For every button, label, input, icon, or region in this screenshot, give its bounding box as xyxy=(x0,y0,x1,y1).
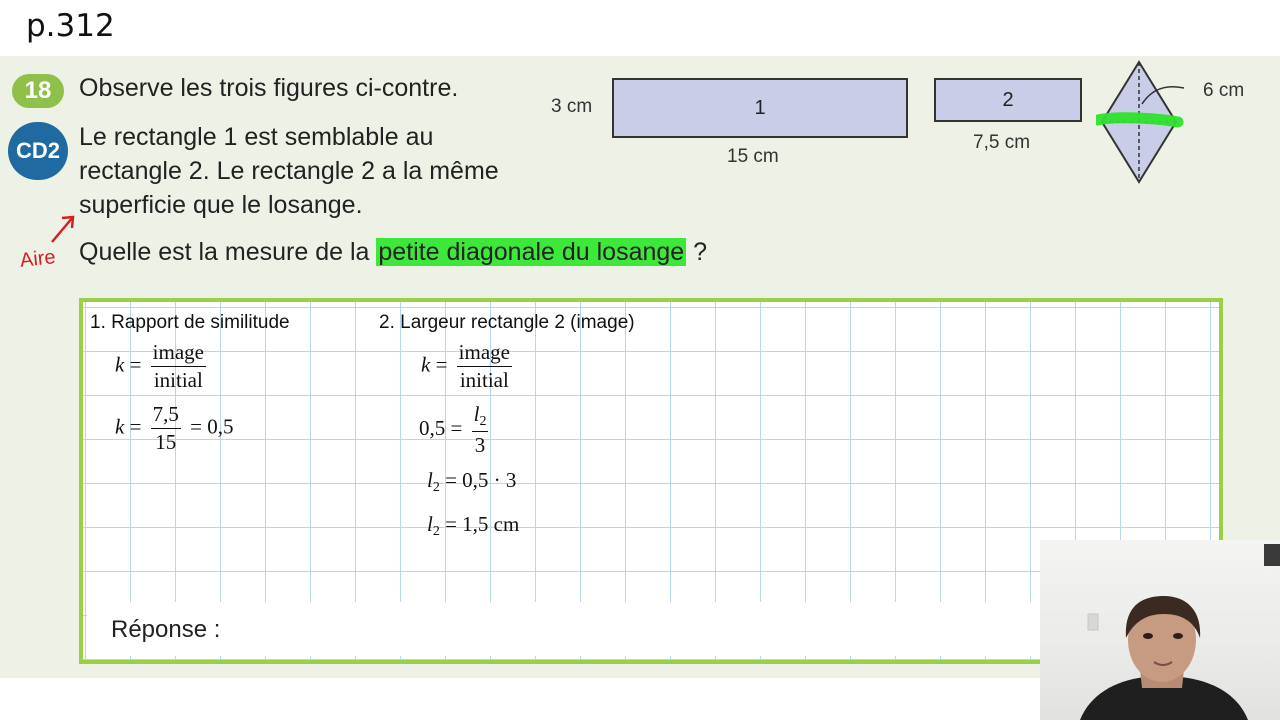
step-2-title: 2. Largeur rectangle 2 (image) xyxy=(379,312,635,333)
exercise-line-2: Le rectangle 1 est semblable au xyxy=(79,123,434,151)
rect1-height-label: 3 cm xyxy=(551,96,593,117)
exercise-line-1: Observe les trois figures ci-contre. xyxy=(79,74,459,102)
formula-l2-proportion: 0,5 = $\frac{l_2}{3}$ xyxy=(419,402,487,457)
rectangle-1: 1 xyxy=(612,78,908,138)
formula-k-ratio-1: k = $\frac{\text{image}}{\text{initial}}$ xyxy=(115,340,204,392)
webcam-video-feed xyxy=(1040,540,1280,720)
rect2-width-label: 7,5 cm xyxy=(973,132,1031,153)
question-text: Quelle est la mesure de la xyxy=(79,238,370,266)
formula-k-value: k = $\frac{7,5}{15}$ = 0,5 xyxy=(115,402,234,454)
question-mark: ? xyxy=(693,238,708,266)
exercise-number-badge: 18 xyxy=(12,74,64,108)
question-highlight: petite diagonale du losange xyxy=(378,238,685,266)
formula-l2-product: $l_2 = 0,5 \cdot 3$ xyxy=(427,468,517,495)
answer-label: Réponse : xyxy=(111,616,221,643)
formula-k-ratio-2: k = $\frac{\text{image}}{\text{initial}}$ xyxy=(421,340,510,392)
annotation-arrow-icon xyxy=(48,212,78,246)
competency-badge: CD2 xyxy=(8,122,68,180)
exercise-line-3: rectangle 2. Le rectangle 2 a la même xyxy=(79,157,499,185)
page-reference: p.312 xyxy=(26,8,115,44)
losange-figure xyxy=(1096,60,1186,184)
presenter-avatar xyxy=(1040,540,1280,720)
exercise-question xyxy=(79,238,707,267)
exercise-line-4: superficie que le losange. xyxy=(79,191,363,219)
losange-diagonal-label: 6 cm xyxy=(1203,80,1245,101)
step-1-title: 1. Rapport de similitude xyxy=(90,312,290,333)
rect1-width-label: 15 cm xyxy=(727,146,779,167)
rectangle-2: 2 xyxy=(934,78,1082,122)
annotation-aire: Aire xyxy=(18,246,57,272)
formula-l2-result: $l_2 = 1,5$ cm xyxy=(427,512,520,539)
